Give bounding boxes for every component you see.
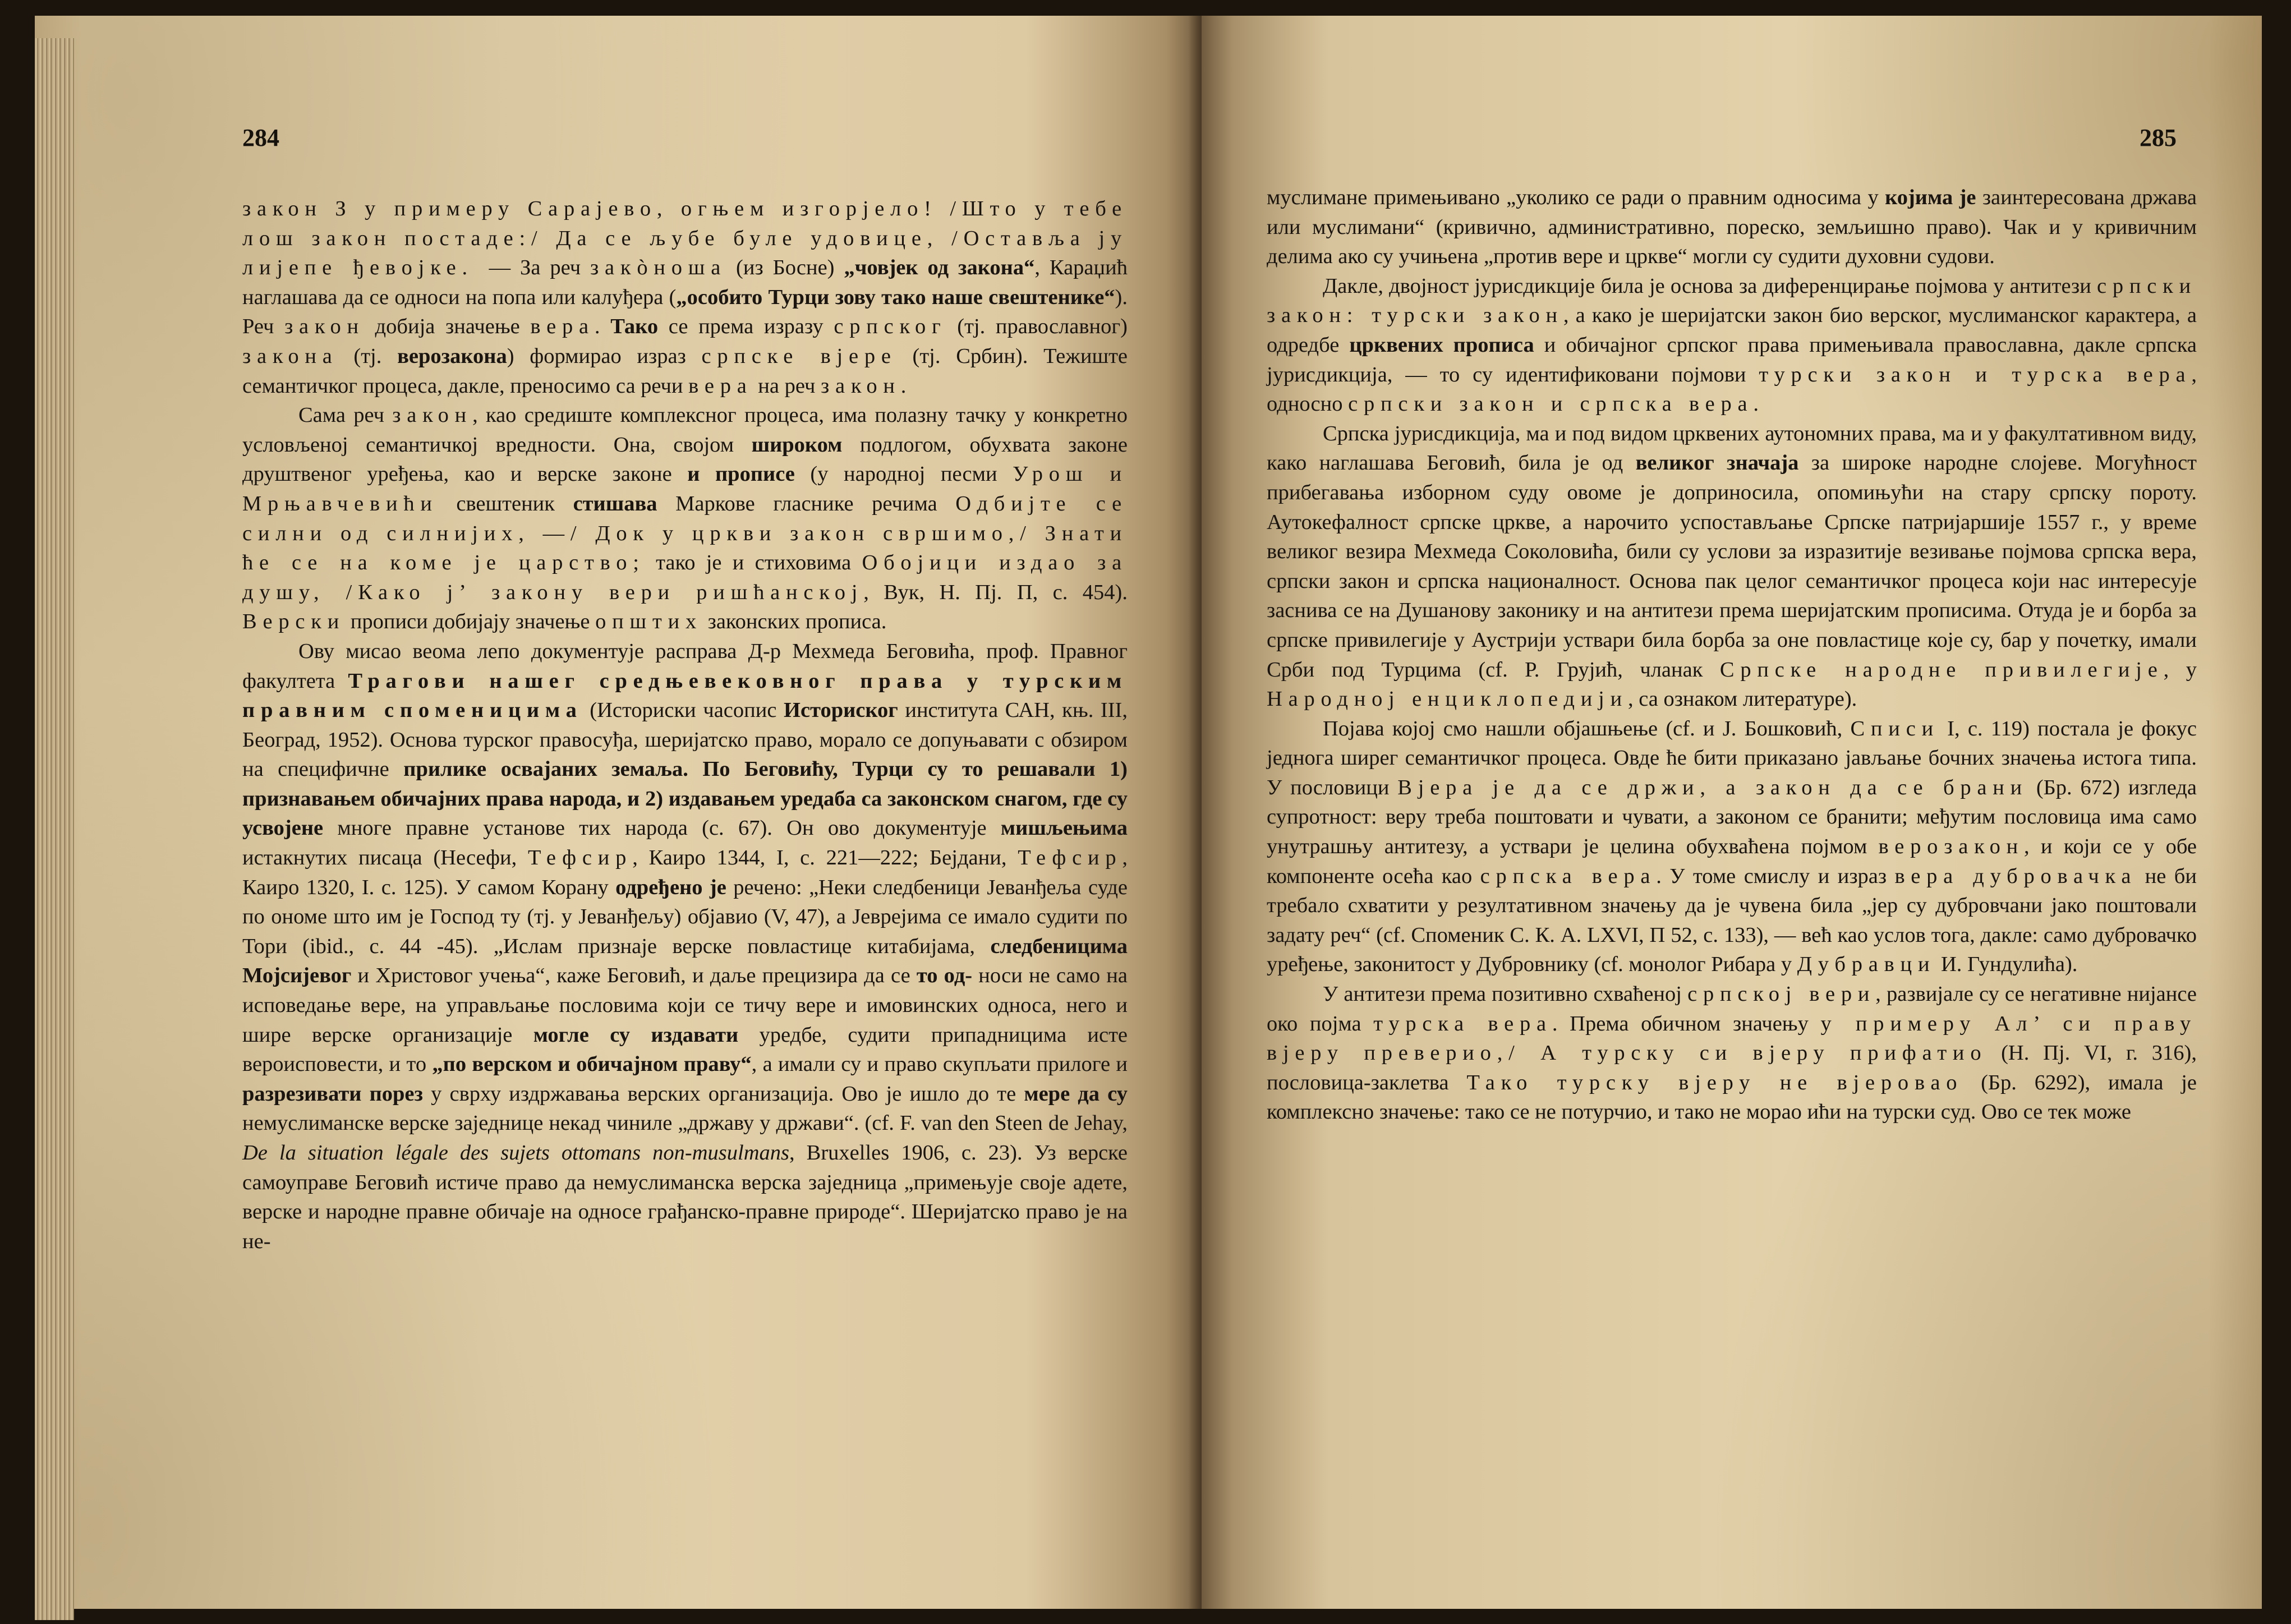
text-run: , Bruxelles 1906, с. 23). Уз верске самоуправе Беговић истиче право да немуслиманска верска заједница „примењује своје адете, верске и народне правне обичаје на односе грађанско-правне природе“. Шеријатско право је на не- [242,1141,1128,1253]
paragraph [242,401,1128,637]
text-run: вера [688,374,753,398]
text-run: Народној енциклопедији [1267,687,1628,711]
text-run: заинтересована држава или муслимани“ (кривично, административно, пореско, земљишно право). Чак и у кривичним делима ако су учињена „против вере и цркве“ могли су судити духовни судови. [1267,186,2197,269]
text-run: Вјера је да се држи, а закон да се брани [1397,775,2028,799]
text-run: се према изразу [658,315,834,339]
text-run: De la situation légale des sujets ottomans non-musulmans [242,1141,789,1165]
text-run: следбеницима Мојсијевог [242,934,1128,988]
text-run: „по верском и обичајном праву“ [432,1052,752,1076]
text-run: , са ознаком литературе). [1627,687,1857,711]
text-run: закон [284,315,365,339]
text-run: вера [530,315,595,339]
text-run: (тј. [338,344,398,368]
text-run: Тако турску вјеру не вјеровао [1466,1070,1963,1094]
text-run: то од- [916,964,973,988]
text-run: општих [595,610,702,634]
text-run: Тако [610,315,659,339]
text-run: прописи добијају значење [345,610,596,634]
text-run: одређено је [615,875,726,899]
text-run: Верски [242,610,346,634]
text-run: не би требало схватити у резултативном значењу да је чувена била „јер су дубровчани јако поштовали задату реч“ (cf. Споменик С. К. А. LXVI, П 52, с. 133), — већ као услов тога, дакле: само дубровачко уређење, законитост у Дубровнику (cf. монолог Рибара у [1267,864,2197,977]
text-run: и прописе [687,462,795,486]
text-run: српској вери [1687,982,1876,1006]
text-run: . [594,315,611,339]
page-number: 284 [242,124,279,151]
text-run: Историског [784,698,898,723]
right-page [1202,16,2262,1609]
text-run: закòноша [590,256,727,280]
text-run: мере да су [1024,1082,1128,1106]
text-run: (Бр. 672) изгледа супротност: веру треба поштовати и чувати, а законом се бранити; међутим пословица има само унутрашњу антитезу, а уствари је целина обухваћена појмом [1267,775,2197,859]
text-run: у примеру Ал’ си праву вјеру преверио,/ А турску си вјеру прифатио [1267,1011,2197,1065]
text-run: верозакон [1878,835,2025,859]
text-run: Дакле, двојност јурисдикције била је основа за диференцирање појмова у антитези [1323,274,2097,298]
text-run: . [1753,392,1759,416]
text-run: , а имали су и право скупљати прилоге и [751,1052,1128,1076]
left-page [35,16,1202,1609]
page-number: 285 [2140,124,2177,151]
text-run: (Н. Пј. VI, г. 316), пословица-заклетва [1267,1041,2197,1094]
text-run: Тефсир [528,846,633,870]
text-run: У антитези према позитивно схваћеној [1323,982,1688,1006]
text-run: српске вјере [701,344,897,368]
text-run: (Бр. 6292), имала је комплексно значење: тако се не потурчио, и тако не морао ићи на турски суд. Ово се тек може [1267,1070,2197,1124]
text-run: уредбе, судити припадницима исте вероисповести, и то [242,1023,1128,1076]
text-run: широком [751,433,843,457]
text-run: , а како је шеријатски закон био верског, муслиманског карактера, а одредбе [1267,303,2197,357]
text-run: (Историски часопис [582,698,784,723]
text-run: закон [820,374,901,398]
text-run: могле су издавати [533,1023,739,1047]
text-run: , Караџић наглашава да се односи на попа или калуђера ( [242,256,1128,309]
text-run: подлогом, обухвата законе друштвеног уређења, као и верске законе [242,433,1128,486]
text-run: Дубравци [1797,953,1936,977]
text-run: тако је и стиховима [645,551,862,575]
text-run: , развијале су се негативне нијансе око појма [1267,982,2197,1036]
text-run: и Христовог учења“, каже Беговић, и даље прецизира да се [351,964,917,988]
text-run: законских прописа. [702,610,887,634]
text-run: речено: „Неки следбеници Јеванђеља суде по ономе што им је Господ ту (тј. у Јеванђељу) објавио (V, 47), а Јеврејима се имало судити по Тори (ibid., с. 44 -45). „Ислам признаје верске повластице китабијама, [242,875,1128,958]
text-run: истакнутих писаца (Несефи, [242,846,528,870]
text-run: великог значаја [1635,451,1799,475]
paragraph [1267,714,2197,979]
left-page-text [242,194,1128,1256]
text-run: Списи [1850,716,1939,740]
text-run: закон З у примеру Сарајево, огњем изгорјело! /Што у тебе лош закон постаде:/ Да се љубе буле удовице, /Оставља ју лијепе ђевојке. [242,197,1128,280]
text-run: у сврху издржавања верских организација. Ово је ишло до те [422,1082,1024,1106]
text-run: немуслиманске верске заједнице некад чиниле „државу у држави“. (cf. F. van den Steen de Jehay, [242,1111,1128,1135]
text-run: Тефсир [1018,846,1123,870]
text-run: . У томе смислу и израз [1656,864,1895,888]
text-run: многе правне установе тих народа (с. 67). Он ово документује [323,816,1001,840]
text-run: Сама реч [298,403,393,427]
text-run: прилике освајаних земаља. По Беговићу, Турци су то решавали 1) признавањем обичајних права народа, и 2) издавањем уредаба са законском снагом, где су усвојене [242,757,1128,840]
text-run: добија значење [364,315,531,339]
text-run: Српске народне привилегије [1719,657,2164,682]
text-run: Ову мисао веома лепо документује расправа Д-р Мехмеда Беговића, проф. Правног факултета [242,639,1128,693]
text-run: Урош и Мрњавчевићи [242,462,1128,516]
text-run: Појава којој смо нашли објашњење (cf. и J. Бошковић, [1323,716,1851,740]
paragraph [1267,419,2197,714]
text-run: мишљењима [1000,816,1128,840]
text-run: турски закон и турска вера [1759,362,2192,387]
text-run: муслимане примењивано „уколико се ради о правним односима у [1267,186,1885,209]
text-run: I, с. 119) постала је фокус једнога ширег семантичког процеса. Овде ће бити приказано јављање бочних значења истога типа. У пословици [1267,716,2197,799]
text-run: закон [392,403,473,427]
text-run: Обојици издао за душу, /Како ј’ закону вери ришћанској [242,551,1128,604]
text-run: ). Реч [242,285,1128,339]
paragraph [242,194,1128,401]
text-run: Одбијте се силни од силнијих, —/ Док у цркви закон свршимо,/ Знати ће се на коме је царство; [242,491,1128,575]
paragraph [242,637,1128,1256]
text-run: закона [242,344,338,368]
text-run: , Вук, Н. Пј. П, с. 454). [863,580,1128,604]
text-run: . Према обичном значењу [1552,1011,1821,1036]
text-run: српска вера [1480,864,1657,888]
text-run: за широке народне слојеве. Могућност прибегавања изборном суду овоме је доприносила, опомињући на стару српску пороту. Аутокефалност српске цркве, а нарочито успостављање Српске патријаршије 1557 г., у време великог везира Мехмеда Соколовића, били су услови за изразитије везивање појмова српска вера, српски закон и српска националност. Основа пак целог семантичког процеса који нас интересује заснива се на Душанову законику и на антитези према шеријатским прописима. Отуда је и борба за српске привилегије у Аустрији уствари била борба за оне повластице које су, бар у почетку, имали Срби под Турцима (cf. Р. Грујић, чланак [1267,451,2197,682]
text-run: , односно [1267,362,2197,416]
text-run: „човјек од закона“ [844,256,1035,280]
text-run: на реч [752,374,821,398]
text-run: (тј. Србин). Тежиште семантичког процеса, дакле, преносимо са речи [242,344,1128,398]
text-run: ) формирао израз [507,344,702,368]
text-run: , Каиро 1344, I, с. 221—222; Бејдани, [632,846,1018,870]
text-run: (у народној песми [794,462,1013,486]
text-run: српски закон: турски закон [1267,274,2197,328]
text-run: (из Босне) [726,256,844,280]
text-run: турска вера [1373,1011,1552,1036]
text-run: , Каиро 1320, I. с. 125). У самом Корану [242,846,1128,899]
text-run: којима је [1885,186,1976,209]
text-run: Српска јурисдикција, ма и под видом црквених аутономних права, ма и у факултативном виду, како наглашава Беговић, била је од [1267,421,2197,475]
text-run: „особито Турци зову тако наше свештенике“ [676,285,1115,309]
paragraph [1267,979,2197,1127]
text-run: стишава [573,491,657,516]
text-run: Маркове гласнике речима [657,491,956,516]
text-run: српски закон и српска вера [1348,392,1754,416]
text-run: разрезивати порез [242,1082,423,1106]
text-run: вера дубровачка [1894,864,2137,888]
text-run: (тј. православног) [946,315,1128,339]
text-run: свештеник [438,491,573,516]
paragraph [1267,183,2197,272]
paragraph [1267,272,2197,419]
text-run: Трагови нашег средњевековног права у турским правним споменицима [242,669,1128,723]
text-run: носи не само на исповедање вере, на управљање пословима који се тичу вере и имовинских односа, него и шире верске организације [242,964,1128,1047]
right-page-text [1267,183,2197,1127]
text-run: и обичајног српског права примењивала православна, дакле српска јурисдикција, — то су идентификовани појмови [1267,333,2197,387]
text-run: института САН, књ. III, Београд, 1952). Основа турског правосуђа, шеријатско право, морало се допуњавати с обзиром на специфичне [242,698,1128,781]
page-edges [35,38,74,1620]
text-run: И. Гундулића). [1935,953,2078,977]
text-run: , и који се у обе компоненте осећа као [1267,835,2197,888]
text-run: — За реч [489,256,591,280]
text-run: . [900,374,907,398]
text-run: верозакона [397,344,507,368]
text-run: , у [2163,657,2197,682]
text-run: , као средиште комплексног процеса, има полазну тачку у конкретно условљеној семантичкој вредности. Она, својом [242,403,1128,457]
text-run: црквених прописа [1349,333,1534,357]
text-run: српског [834,315,947,339]
